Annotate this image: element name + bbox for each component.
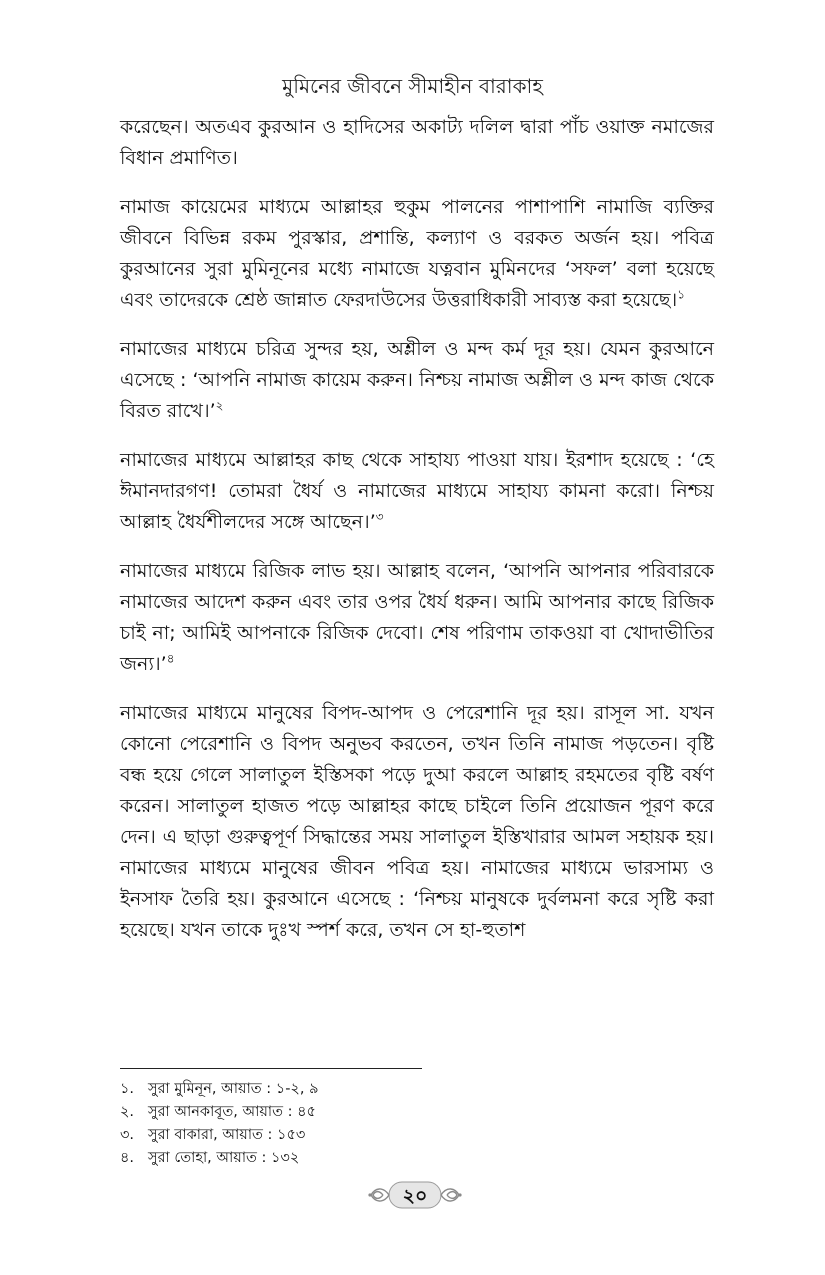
paragraph bbox=[120, 334, 714, 427]
footnote-item bbox=[120, 1147, 714, 1170]
footnote-ref[interactable]: ১ bbox=[677, 287, 686, 302]
footnote-number: ২. bbox=[120, 1104, 135, 1120]
footnote-ref[interactable]: ২ bbox=[215, 398, 224, 413]
footnote-number: ৩. bbox=[120, 1127, 135, 1143]
running-header: মুমিনের জীবনে সীমাহীন বারাকাহ bbox=[282, 74, 543, 98]
page-number: ২০ bbox=[402, 1185, 428, 1207]
footnote-number: ১. bbox=[120, 1081, 135, 1097]
paragraph-text: নামাজের মাধ্যমে মানুষের বিপদ-আপদ ও পেরেশানি দূর হয়। রাসূল সা. যখন কোনো পেরেশানি ও বিপদ অনুভব করতেন, তখন তিনি নামাজ পড়তেন। বৃষ্টি বন্ধ হয়ে গেলে সালাতুল ইস্তিসকা পড়ে দুআ করলে আল্লাহ রহমতের বৃষ্টি বর্ষণ করেন। সালাতুল হাজত পড়ে আল্লাহর কাছে চাইলে তিনি প্রয়োজন পূরণ করে দেন। এ ছাড়া গুরুত্বপূর্ণ সিদ্ধান্তের সময় সালাতুল ইস্তিখারার আমল সহায়ক হয়। নামাজের মাধ্যমে মানুষের জীবন পবিত্র হয়। নামাজের মাধ্যমে ভারসাম্য ও ইনসাফ তৈরি হয়। কুরআনে এসেছে : ‘নিশ্চয় মানুষকে দুর্বলমনা করে সৃষ্টি করা হয়েছে। যখন তাকে দুঃখ স্পর্শ করে, তখন সে হা-হুতাশ bbox=[120, 702, 714, 941]
footnote-text: সুরা মুমিনূন, আয়াত : ১-২, ৯ bbox=[148, 1081, 319, 1097]
footnote-ref[interactable]: ৪ bbox=[166, 651, 175, 666]
paragraph-text: নামাজের মাধ্যমে আল্লাহর কাছ থেকে সাহায্য পাওয়া যায়। ইরশাদ হয়েছে : ‘হে ঈমানদারগণ! তোমরা ধৈর্য ও নামাজের মাধ্যমে সাহায্য কামনা করো। নিশ্চয় আল্লাহ ধৈর্যশীলদের সঙ্গে আছেন।’ bbox=[120, 449, 714, 533]
footnote-item bbox=[120, 1101, 714, 1124]
body-text bbox=[120, 112, 714, 964]
footnote-divider bbox=[120, 1068, 422, 1069]
footnote-item bbox=[120, 1078, 714, 1101]
paragraph bbox=[120, 112, 714, 174]
footnote-item bbox=[120, 1124, 714, 1147]
paragraph bbox=[120, 445, 714, 538]
paragraph-text: করেছেন। অতএব কুরআন ও হাদিসের অকাট্য দলিল দ্বারা পাঁচ ওয়াক্ত নমাজের বিধান প্রমাণিত। bbox=[120, 116, 714, 169]
footnote-text: সুরা তোহা, আয়াত : ১৩২ bbox=[148, 1150, 300, 1166]
paragraph bbox=[120, 698, 714, 946]
paragraph bbox=[120, 556, 714, 680]
paragraph-text: নামাজের মাধ্যমে রিজিক লাভ হয়। আল্লাহ বলেন, ‘আপনি আপনার পরিবারকে নামাজের আদেশ করুন এবং তার ওপর ধৈর্য ধরুন। আমি আপনার কাছে রিজিক চাই না; আমিই আপনাকে রিজিক দেবো। শেষ পরিণাম তাকওয়া বা খোদাভীতির জন্য।’ bbox=[120, 560, 714, 675]
footnote-text: সুরা বাকারা, আয়াত : ১৫৩ bbox=[148, 1127, 306, 1143]
footnote-text: সুরা আনকাবূত, আয়াত : ৪৫ bbox=[148, 1104, 316, 1120]
paragraph-text: নামাজের মাধ্যমে চরিত্র সুন্দর হয়, অশ্লীল ও মন্দ কর্ম দূর হয়। যেমন কুরআনে এসেছে : ‘আপনি নামাজ কায়েম করুন। নিশ্চয় নামাজ অশ্লীল ও মন্দ কাজ থেকে বিরত রাখে।’ bbox=[120, 338, 714, 422]
footnote-number: ৪. bbox=[120, 1150, 135, 1166]
footnote-list bbox=[120, 1078, 714, 1170]
paragraph bbox=[120, 192, 714, 316]
paragraph-text: নামাজ কায়েমের মাধ্যমে আল্লাহর হুকুম পালনের পাশাপাশি নামাজি ব্যক্তির জীবনে বিভিন্ন রকম পুরস্কার, প্রশান্তি, কল্যাণ ও বরকত অর্জন হয়। পবিত্র কুরআনের সুরা মুমিনূনের মধ্যে নামাজে যত্নবান মুমিনদের ‘সফল’ বলা হয়েছে এবং তাদেরকে শ্রেষ্ঠ জান্নাত ফেরদাউসের উত্তরাধিকারী সাব্যস্ত করা হয়েছে। bbox=[120, 196, 714, 311]
footnote-ref[interactable]: ৩ bbox=[375, 509, 384, 524]
page-number-box bbox=[367, 1178, 463, 1212]
